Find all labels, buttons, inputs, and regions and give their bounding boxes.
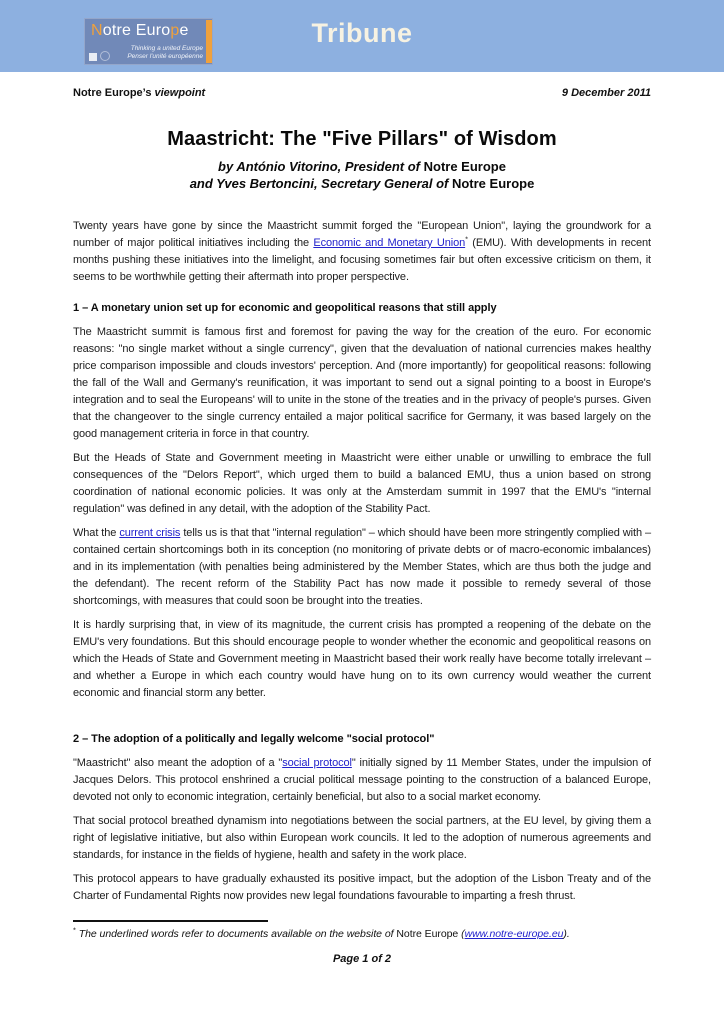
article-title: Maastricht: The "Five Pillars" of Wisdom	[167, 128, 557, 150]
section-1-paragraph-4: It is hardly surprising that, in view of its magnitude, the current crisis has prompted a reopening of the debate on the EMU's very foundations. But this should encourage people to wonder whether the economic and geopolitical reasons on which the Heads of State and Government meeting in Maastricht based their work really have become totally irrelevant – and whether a Europe in which each country would have hung on to its own currency would weather the current economic and financial storm any better.	[73, 619, 651, 699]
section-2-paragraph-3: This protocol appears to have gradually exhausted its positive impact, but the adoption of the Lisbon Treaty and of the Charter of Fundamental Rights now provides new legal foundations favourable to imparting a fresh thrust.	[73, 873, 651, 902]
section-1-paragraph-3: What the current crisis tells us is that that "internal regulation" – which should have been more stringently complied with – contained certain shortcomings both in its conception (no monitoring of private debts or of macro-economic imbalances) and in its implementation (with penalties being administered by the Member States, which are thus both the judge and the defendant). The recent reform of the Stability Pact has now made it possible to remedy several of those shortcomings, with measures that could soon be brought into the treaties.	[73, 527, 651, 607]
logo-circle-icon	[100, 51, 110, 61]
logo-square-icon	[89, 53, 97, 61]
section-2-heading: 2 – The adoption of a politically and legally welcome "social protocol"	[73, 733, 435, 745]
logo-tagline-french: Penser l'unité européenne	[127, 53, 203, 60]
section-1-paragraph-1: The Maastricht summit is famous first and foremost for paving the way for the creation of the euro. For economic reasons: "no single market without a single currency", given that the devaluation of national currencies makes healthy price comparison impossible and clouds investors' perception. And (more importantly) for geopolitical reasons: following the fall of the Wall and Germany's reunification, it was important to send out a signal pointing to a boost in Europe's integration and to seal the Europeans' will to unite in the stone of the treaties and in the privacy of people's purses. Given that the changeover to the single currency entailed a major political sacrifice for Germany, it was based largely on the good management criteria in force in that country.	[73, 326, 651, 440]
article-body	[73, 218, 651, 905]
link-social-protocol[interactable]: social protocol	[282, 757, 352, 769]
viewpoint-label: Notre Europe’s viewpoint	[73, 87, 206, 99]
date-label: 9 December 2011	[561, 87, 651, 99]
footnote: * The underlined words refer to documents available on the website of Notre Europe (www.notre-europe.eu).	[73, 925, 570, 940]
section-1-heading: 1 – A monetary union set up for economic and geopolitical reasons that still apply	[73, 302, 497, 314]
link-economic-and-monetary-union[interactable]: Economic and Monetary Union	[313, 237, 466, 249]
publication-title: Tribune	[311, 18, 413, 48]
footnote-divider	[73, 920, 268, 922]
byline-line-2: and Yves Bertoncini, Secretary General of Notre Europe	[189, 176, 535, 191]
page-number: Page 1 of 2	[332, 953, 392, 965]
byline	[0, 158, 724, 192]
footnote-area	[73, 920, 651, 942]
link-current-crisis[interactable]: current crisis	[119, 527, 181, 539]
section-1-paragraph-2: But the Heads of State and Government meeting in Maastricht were either unable or unwilling to embrace the full consequences of the "Delors Report", which urged them to build a balanced EMU, thus a union based on strong coordination of national economic policies. It was only at the Amsterdam summit in 1997 that the EMU's "internal regulation" was defined in any detail, with the adoption of the Stability Pact.	[73, 452, 651, 515]
section-2-paragraph-2: That social protocol breathed dynamism into negotiations between the social partners, at the EU level, by giving them a right of legislative initiative, but also within European work councils. It led to the adoption of numerous agreements and standards, for instance in the fields of hygiene, health and safety in the work place.	[73, 815, 651, 861]
meta-row	[73, 87, 651, 99]
section-2-paragraph-1: "Maastricht" also meant the adoption of a "social protocol" initially signed by 11 Member States, under the impulsion of Jacques Delors. This protocol enshrined a crucial political message pointing to the construction of a balanced Europe, devoted not only to economic integration, certainly beneficial, but also to a social market economy.	[73, 757, 651, 803]
paragraph-intro: Twenty years have gone by since the Maastricht summit forged the "European Union", laying the groundwork for a number of major political initiatives including the Economic and Monetary Union* (EMU). With developments in recent months pushing these initiatives into the limelight, and focusing sometimes fair but often excessive criticism on them, it seems to be worthwhile getting their aftermath into proper perspective.	[73, 220, 651, 283]
logo-wordmark: Notre Europe	[91, 22, 189, 39]
link-notre-europe-website[interactable]: www.notre-europe.eu	[464, 928, 564, 940]
byline-line-1: by António Vitorino, President of Notre Europe	[218, 159, 506, 174]
header-band	[0, 0, 724, 72]
logo-tagline-english: Thinking a united Europe	[130, 45, 203, 52]
